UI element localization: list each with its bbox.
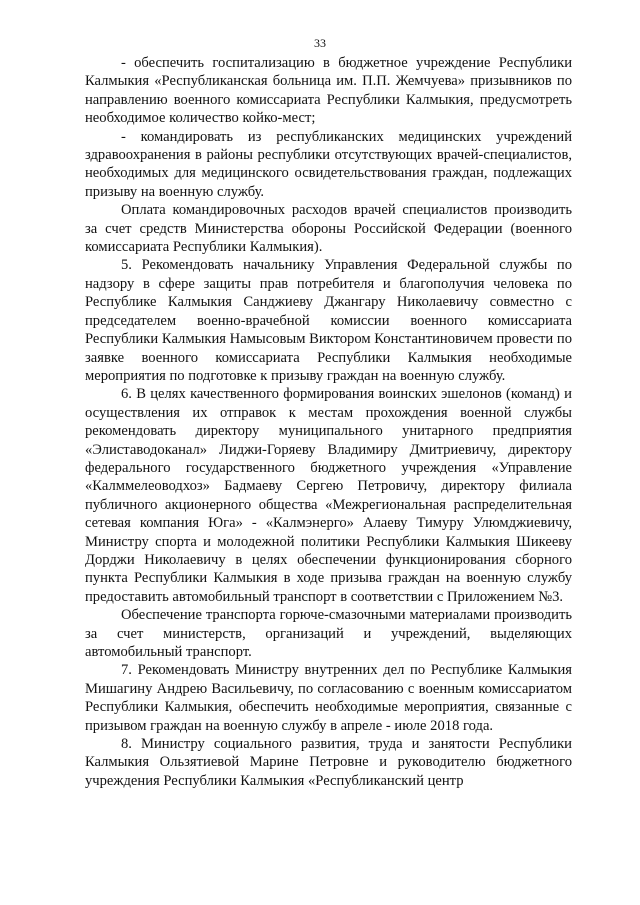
paragraph-item-5: 5. Рекомендовать начальнику Управления Федеральной службы по надзору в сфере защиты прав потребителя и благополучия человека по Республике Калмыкия Санджиеву Джангару Николаевичу совместно с председателем военно-врачебной комиссии военного комиссариата Республики Калмыкия Намысовым Виктором Константиновичем провести по заявке военного комиссариата Республики Калмыкия необходимые мероприятия по подготовке к призыву граждан на военную службу. [85,257,572,384]
paragraph-item-6: 6. В целях качественного формирования воинских эшелонов (команд) и осуществления их отправок к местам прохождения военной службы рекомендовать директору муниципального унитарного предприятия «Элиставодоканал» Лиджи-Горяеву Владимиру Дмитриевичу, директору федерального государственного бюджетного учреждения «Управление «Калммелеоводхоз» Бадмаеву Сергею Петровичу, директору филиала публичного акционерного общества «Межрегиональная распределительная сетевая компания Юга» - «Калмэнерго» Алаеву Тимуру Улюмджиевичу, Министру спорта и молодежной политики Республики Калмыкия Шикееву Дорджи Николаевичу в целях обеспечении функционирования сборного пункта Республики Калмыкия в ходе призыва граждан на военную службу предоставить автомобильный транспорт в соответствии с Приложением №3. [85,386,572,605]
paragraph-item-7: 7. Рекомендовать Министру внутренних дел по Республике Калмыкия Мишагину Андрею Васильевичу, по согласованию с военным комиссариатом Республики Калмыкия, обеспечить необходимые мероприятия, связанные с призывом граждан на военную службу в апреле - июле 2018 года. [85,662,572,734]
paragraph-item-8: 8. Министру социального развития, труда и занятости Республики Калмыкия Ользятиевой Марине Петровне и руководителю бюджетного учреждения Республики Калмыкия «Республиканский центр [85,736,572,789]
paragraph-hospitalization: - обеспечить госпитализацию в бюджетное учреждение Республики Калмыкия «Республиканская больница им. П.П. Жемчуева» призывников по направлению военного комиссариата Республики Калмыкия, предусмотреть необходимое количество койко-мест; [85,55,572,127]
paragraph-travel-expenses: Оплата командировочных расходов врачей специалистов производить за счет средств Министерства обороны Российской Федерации (военного комиссариата Республики Калмыкия). [85,202,572,256]
paragraph-fuel-supply: Обеспечение транспорта горюче-смазочными материалами производить за счет министерств, организаций и учреждений, выделяющих автомобильный транспорт. [85,607,572,660]
page-number: 33 [314,36,326,50]
paragraph-dispatch-doctors: - командировать из республиканских медицинских учреждений здравоохранения в районы республики отсутствующих врачей-специалистов, необходимых для медицинского освидетельствования граждан, подлежащих призыву на военную службу. [85,128,572,200]
document-body [85,54,572,790]
